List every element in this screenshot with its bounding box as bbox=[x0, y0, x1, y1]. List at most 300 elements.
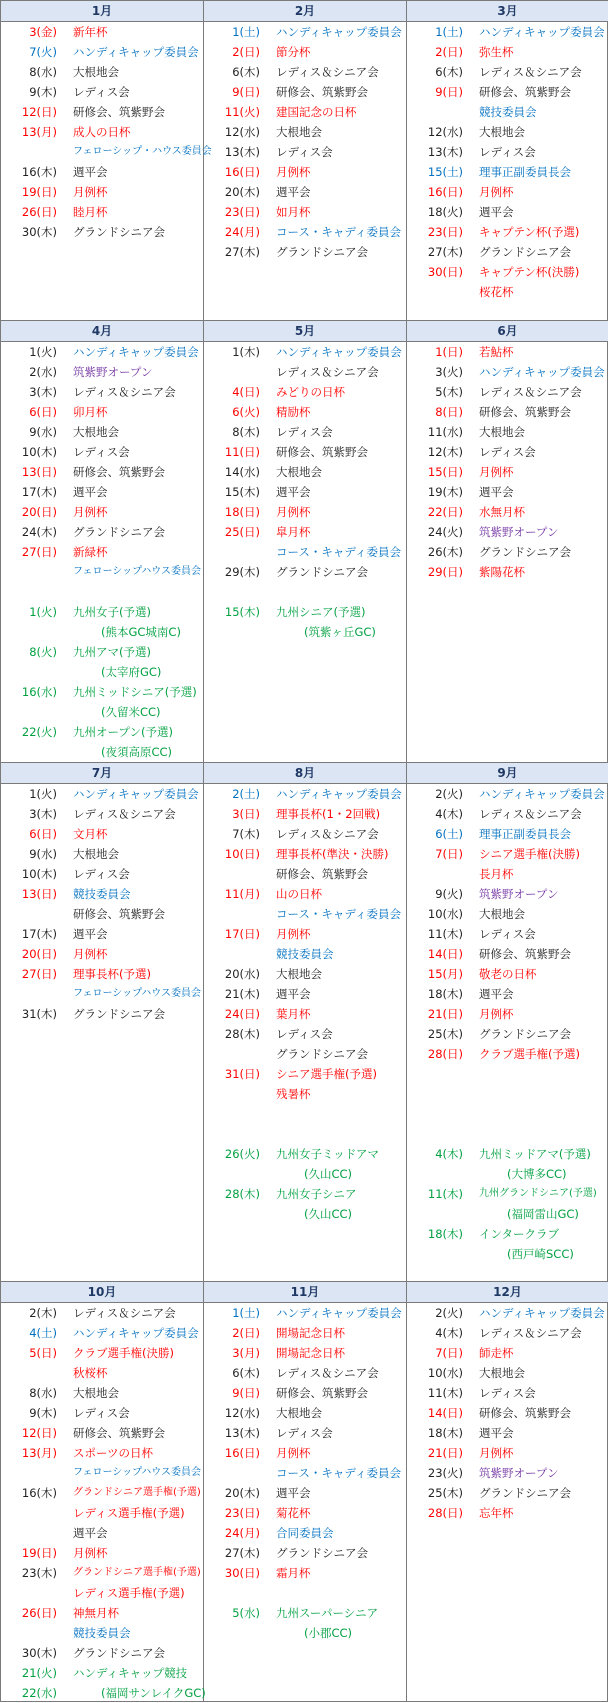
event-date: 3(火) bbox=[435, 365, 463, 379]
event-name: 理事長杯(1・2回戦) bbox=[276, 807, 381, 821]
event-name: (久山CC) bbox=[304, 1207, 353, 1221]
month-header: 8月 bbox=[204, 763, 406, 784]
event-row bbox=[204, 542, 404, 562]
event-name: グランドシニア会 bbox=[479, 545, 571, 559]
event-name: 競技委員会 bbox=[73, 1626, 131, 1640]
event-date: 7(日) bbox=[435, 1346, 463, 1360]
event-row bbox=[1, 1523, 201, 1543]
event-row bbox=[1, 662, 201, 682]
event-date: 18(火) bbox=[427, 205, 463, 219]
event-row bbox=[1, 1323, 201, 1343]
event-row bbox=[204, 162, 404, 182]
event-name: 月例杯 bbox=[73, 185, 108, 199]
event-row bbox=[1, 562, 201, 582]
event-row bbox=[1, 984, 201, 1004]
event-row bbox=[407, 1463, 606, 1483]
event-name: ハンディキャップ委員会 bbox=[479, 365, 605, 379]
event-name: 月例杯 bbox=[73, 1546, 108, 1560]
event-name: 精励杯 bbox=[276, 405, 311, 419]
event-date: 13(月) bbox=[21, 1446, 57, 1460]
event-row bbox=[407, 1084, 606, 1104]
event-row bbox=[204, 1463, 404, 1483]
event-row bbox=[204, 182, 404, 202]
event-name: 月例杯 bbox=[276, 927, 311, 941]
event-date: 5(木) bbox=[435, 385, 463, 399]
event-row bbox=[204, 102, 404, 122]
event-date: 9(日) bbox=[232, 1386, 260, 1400]
event-date: 17(木) bbox=[21, 485, 57, 499]
event-name: レディス会 bbox=[73, 85, 130, 99]
event-name: グランドシニア会 bbox=[73, 525, 165, 539]
event-row bbox=[204, 1523, 404, 1543]
event-date: 10(水) bbox=[427, 907, 463, 921]
event-row bbox=[1, 102, 201, 122]
event-name: レディス会 bbox=[276, 1027, 333, 1041]
event-name: 研修会、筑紫野会 bbox=[73, 1426, 165, 1440]
event-row bbox=[1, 1383, 201, 1403]
event-row bbox=[204, 1543, 404, 1563]
event-name: レディス＆シニア会 bbox=[479, 1326, 582, 1340]
event-name: 研修会、筑紫野会 bbox=[276, 867, 368, 881]
event-row bbox=[407, 142, 606, 162]
event-row bbox=[1, 462, 201, 482]
event-name: 大根地会 bbox=[479, 425, 525, 439]
event-date: 19(日) bbox=[21, 1546, 57, 1560]
event-row bbox=[407, 1064, 606, 1084]
event-date: 18(日) bbox=[224, 505, 260, 519]
event-date: 7(日) bbox=[435, 847, 463, 861]
month-header: 10月 bbox=[1, 1282, 203, 1303]
event-row bbox=[1, 1004, 201, 1024]
event-date: 11(水) bbox=[427, 425, 463, 439]
event-date: 24(火) bbox=[427, 525, 463, 539]
event-row bbox=[204, 804, 404, 824]
event-row bbox=[1, 342, 201, 362]
event-row bbox=[1, 442, 201, 462]
event-row bbox=[407, 542, 606, 562]
event-row bbox=[407, 1323, 606, 1343]
event-date: 2(木) bbox=[29, 1306, 57, 1320]
event-row bbox=[1, 722, 201, 742]
event-date: 2(火) bbox=[435, 1306, 463, 1320]
event-name: レディス＆シニア会 bbox=[479, 65, 582, 79]
event-name: (夜須高原CC) bbox=[101, 745, 173, 759]
event-date: 3(木) bbox=[29, 385, 57, 399]
event-row bbox=[1, 22, 201, 42]
event-name: キャプテン杯(決勝) bbox=[479, 265, 580, 279]
event-row bbox=[204, 1423, 404, 1443]
event-name: 週平会 bbox=[73, 1526, 108, 1540]
event-row bbox=[1, 362, 201, 382]
event-date: 15(日) bbox=[427, 465, 463, 479]
event-row bbox=[1, 804, 201, 824]
event-date: 6(土) bbox=[435, 827, 463, 841]
event-row bbox=[204, 1044, 404, 1064]
event-row bbox=[407, 1503, 606, 1523]
event-date: 24(木) bbox=[21, 525, 57, 539]
event-row bbox=[1, 864, 201, 884]
event-row bbox=[204, 242, 404, 262]
event-date: 1(土) bbox=[232, 25, 260, 39]
event-name: 大根地会 bbox=[479, 907, 525, 921]
event-row bbox=[1, 382, 201, 402]
event-row bbox=[1, 1543, 201, 1563]
event-name: クラブ選手権(決勝) bbox=[73, 1346, 174, 1360]
event-name: 九州女子(予選) bbox=[73, 605, 151, 619]
event-row bbox=[1, 924, 201, 944]
month-header: 12月 bbox=[407, 1282, 608, 1303]
event-name: 敬老の日杯 bbox=[479, 967, 537, 981]
event-row bbox=[204, 142, 404, 162]
event-name: グランドシニア会 bbox=[276, 1546, 368, 1560]
event-row bbox=[204, 1303, 404, 1323]
event-date: 30(日) bbox=[224, 1566, 260, 1580]
event-row bbox=[204, 1563, 404, 1583]
event-date: 11(月) bbox=[224, 887, 260, 901]
event-name: ハンディキャップ委員会 bbox=[276, 345, 402, 359]
event-name: レディス会 bbox=[479, 1386, 536, 1400]
event-name: 月例杯 bbox=[479, 185, 514, 199]
event-date: 17(木) bbox=[21, 927, 57, 941]
event-date: 18(木) bbox=[427, 1227, 463, 1241]
event-name: レディス＆シニア会 bbox=[276, 827, 379, 841]
event-row bbox=[407, 42, 606, 62]
event-name: ハンディキャップ委員会 bbox=[276, 787, 402, 801]
event-date: 6(木) bbox=[435, 65, 463, 79]
event-name: 忘年杯 bbox=[479, 1506, 514, 1520]
event-row bbox=[407, 1443, 606, 1463]
event-name: コース・キャディ委員会 bbox=[276, 907, 402, 921]
event-name: 週平会 bbox=[479, 987, 514, 1001]
event-date: 23(日) bbox=[224, 205, 260, 219]
event-row bbox=[204, 1064, 404, 1084]
event-name: グランドシニア会 bbox=[73, 225, 165, 239]
event-row bbox=[1, 422, 201, 442]
event-name: 週平会 bbox=[276, 185, 311, 199]
event-name: 筑紫野オープン bbox=[73, 365, 153, 379]
event-name: 長月杯 bbox=[479, 867, 514, 881]
event-date: 31(木) bbox=[21, 1007, 57, 1021]
event-row bbox=[1, 1683, 206, 1703]
event-name: レディス会 bbox=[276, 145, 333, 159]
event-name: 研修会、筑紫野会 bbox=[479, 947, 571, 961]
event-name: グランドシニア会 bbox=[276, 1047, 368, 1061]
event-row bbox=[407, 1423, 606, 1443]
event-date: 9(火) bbox=[435, 887, 463, 901]
event-date: 10(水) bbox=[427, 1366, 463, 1380]
event-row bbox=[204, 1623, 404, 1643]
event-name: 霜月杯 bbox=[276, 1566, 311, 1580]
event-name: コース・キャディ委員会 bbox=[276, 225, 402, 239]
event-name: 理事長杯(準決・決勝) bbox=[276, 847, 389, 861]
event-name: グランドシニア会 bbox=[73, 1646, 165, 1660]
event-row bbox=[1, 1503, 201, 1523]
event-row bbox=[1, 162, 201, 182]
event-row bbox=[1, 482, 201, 502]
event-date: 1(火) bbox=[29, 605, 57, 619]
event-row bbox=[407, 1303, 606, 1323]
event-name: 山の日杯 bbox=[276, 887, 322, 901]
event-name: グランドシニア会 bbox=[479, 245, 571, 259]
event-date: 27(木) bbox=[427, 245, 463, 259]
event-name: レディス会 bbox=[73, 445, 130, 459]
event-name: (西戸崎SCC) bbox=[507, 1247, 574, 1261]
event-date: 22(水) bbox=[21, 1686, 57, 1700]
event-row bbox=[1, 402, 201, 422]
event-name: インタークラブ bbox=[479, 1227, 560, 1241]
event-date: 12(日) bbox=[21, 105, 57, 119]
event-name: みどりの日杯 bbox=[276, 385, 345, 399]
event-row bbox=[1, 904, 201, 924]
event-name: レディス会 bbox=[73, 867, 130, 881]
event-date: 4(土) bbox=[29, 1326, 57, 1340]
event-name: 月例杯 bbox=[276, 1446, 311, 1460]
event-name: 月例杯 bbox=[276, 165, 311, 179]
event-date: 9(木) bbox=[29, 85, 57, 99]
event-name: 合同委員会 bbox=[276, 1526, 334, 1540]
event-name: 秋桜杯 bbox=[73, 1366, 108, 1380]
event-name: 研修会、筑紫野会 bbox=[479, 1406, 571, 1420]
event-row bbox=[204, 1084, 404, 1104]
event-row bbox=[204, 924, 404, 944]
event-name: (久山CC) bbox=[304, 1167, 353, 1181]
event-date: 26(日) bbox=[21, 205, 57, 219]
event-name: 弥生杯 bbox=[479, 45, 514, 59]
event-date: 16(木) bbox=[21, 165, 57, 179]
event-name: ハンディキャップ委員会 bbox=[479, 1306, 605, 1320]
event-row bbox=[204, 82, 404, 102]
event-row bbox=[1, 1343, 201, 1363]
event-name: 月例杯 bbox=[73, 947, 108, 961]
event-row bbox=[407, 362, 606, 382]
event-row bbox=[407, 1044, 606, 1064]
event-row bbox=[1, 1483, 201, 1503]
event-name: 週平会 bbox=[479, 1426, 514, 1440]
event-date: 25(木) bbox=[427, 1027, 463, 1041]
event-name: (小郡CC) bbox=[304, 1626, 353, 1640]
event-date: 25(日) bbox=[224, 525, 260, 539]
event-name: レディス＆シニア会 bbox=[276, 1366, 379, 1380]
event-date: 10(木) bbox=[21, 867, 57, 881]
event-row bbox=[204, 202, 404, 222]
event-row bbox=[204, 482, 404, 502]
event-name: レディス会 bbox=[276, 425, 333, 439]
event-date: 24(月) bbox=[224, 225, 260, 239]
month-header: 11月 bbox=[204, 1282, 406, 1303]
event-name: 競技委員会 bbox=[276, 947, 334, 961]
event-name: グランドシニア選手権(予選) bbox=[73, 1567, 201, 1578]
event-row bbox=[204, 382, 404, 402]
event-date: 24(月) bbox=[224, 1526, 260, 1540]
event-row bbox=[204, 1124, 404, 1144]
event-name: 建国記念の日杯 bbox=[276, 105, 357, 119]
event-date: 31(日) bbox=[224, 1067, 260, 1081]
event-name: 睦月杯 bbox=[73, 205, 108, 219]
event-row bbox=[407, 1124, 606, 1144]
event-name: 研修会、筑紫野会 bbox=[479, 405, 571, 419]
event-name: 神無月杯 bbox=[73, 1606, 119, 1620]
event-name: 月例杯 bbox=[479, 1446, 514, 1460]
event-row bbox=[1, 582, 201, 602]
event-date: 24(日) bbox=[224, 1007, 260, 1021]
event-name: 研修会、筑紫野会 bbox=[73, 907, 165, 921]
event-date: 30(木) bbox=[21, 225, 57, 239]
event-date: 1(火) bbox=[29, 787, 57, 801]
event-name: 節分杯 bbox=[276, 45, 311, 59]
event-row bbox=[1, 222, 201, 242]
event-row bbox=[407, 1204, 606, 1224]
event-name: (熊本GC城南C) bbox=[101, 625, 181, 639]
event-date: 9(水) bbox=[29, 425, 57, 439]
event-name: グランドシニア会 bbox=[276, 565, 368, 579]
event-row bbox=[204, 22, 404, 42]
event-date: 6(木) bbox=[232, 1366, 260, 1380]
event-row bbox=[407, 1483, 606, 1503]
event-row bbox=[1, 884, 201, 904]
event-date: 27(木) bbox=[224, 1546, 260, 1560]
event-date: 30(日) bbox=[427, 265, 463, 279]
event-name: レディス＆シニア会 bbox=[479, 807, 582, 821]
event-name: 卯月杯 bbox=[73, 405, 108, 419]
event-date: 23(木) bbox=[21, 1566, 57, 1580]
event-row bbox=[407, 924, 606, 944]
month-header: 5月 bbox=[204, 321, 406, 342]
month-header: 1月 bbox=[1, 1, 203, 22]
event-date: 1(土) bbox=[435, 25, 463, 39]
event-name: フェローシップハウス委員会 bbox=[73, 566, 201, 577]
event-date: 4(木) bbox=[435, 807, 463, 821]
event-row bbox=[1, 742, 201, 762]
event-name: 水無月杯 bbox=[479, 505, 525, 519]
event-name: 九州女子ミッドアマ bbox=[276, 1147, 379, 1161]
event-row bbox=[407, 1004, 606, 1024]
event-name: 九州ミッドアマ(予選) bbox=[479, 1147, 591, 1161]
event-date: 28(木) bbox=[224, 1027, 260, 1041]
event-name: 週平会 bbox=[276, 485, 311, 499]
event-name: 九州スーパーシニア bbox=[276, 1606, 379, 1620]
event-row bbox=[204, 522, 404, 542]
event-date: 6(木) bbox=[232, 65, 260, 79]
event-row bbox=[407, 844, 606, 864]
event-row bbox=[204, 784, 404, 804]
event-name: 週平会 bbox=[73, 485, 108, 499]
event-row bbox=[204, 1164, 404, 1184]
event-name: 大根地会 bbox=[276, 1406, 322, 1420]
event-date: 2(火) bbox=[435, 787, 463, 801]
event-date: 1(火) bbox=[29, 345, 57, 359]
event-name: ハンディキャップ委員会 bbox=[479, 25, 605, 39]
event-name: 師走杯 bbox=[479, 1346, 514, 1360]
event-date: 21(火) bbox=[21, 1666, 57, 1680]
event-row bbox=[1, 502, 201, 522]
event-name: 研修会、筑紫野会 bbox=[73, 105, 165, 119]
event-row bbox=[407, 1024, 606, 1044]
event-date: 23(日) bbox=[427, 225, 463, 239]
event-row bbox=[1, 82, 201, 102]
event-date: 12(木) bbox=[427, 445, 463, 459]
event-name: 研修会、筑紫野会 bbox=[276, 445, 368, 459]
event-row bbox=[1, 1563, 201, 1583]
event-date: 8(火) bbox=[29, 645, 57, 659]
month-header: 3月 bbox=[407, 1, 608, 22]
event-date: 11(火) bbox=[224, 105, 260, 119]
event-name: 週平会 bbox=[479, 205, 514, 219]
event-date: 27(日) bbox=[21, 967, 57, 981]
event-row bbox=[204, 1104, 404, 1124]
event-name: レディス会 bbox=[276, 1426, 333, 1440]
event-row bbox=[204, 362, 404, 382]
event-row bbox=[204, 1144, 404, 1164]
event-name: 九州女子シニア bbox=[276, 1187, 357, 1201]
event-row bbox=[407, 182, 606, 202]
event-date: 16(日) bbox=[427, 185, 463, 199]
event-name: コース・キャディ委員会 bbox=[276, 1466, 402, 1480]
event-name: キャプテン杯(予選) bbox=[479, 225, 580, 239]
event-date: 11(木) bbox=[427, 927, 463, 941]
event-row bbox=[1, 202, 201, 222]
event-name: 週平会 bbox=[276, 1486, 311, 1500]
event-date: 26(木) bbox=[427, 545, 463, 559]
event-date: 27(日) bbox=[21, 545, 57, 559]
event-name: 九州グランドシニア(予選) bbox=[479, 1188, 597, 1199]
event-date: 20(水) bbox=[224, 967, 260, 981]
event-row bbox=[1, 122, 201, 142]
event-name: ハンディキャップ委員会 bbox=[73, 1326, 199, 1340]
event-row bbox=[407, 62, 606, 82]
event-row bbox=[204, 1483, 404, 1503]
month-header: 2月 bbox=[204, 1, 406, 22]
event-row bbox=[407, 824, 606, 844]
event-date: 27(木) bbox=[224, 245, 260, 259]
event-date: 8(水) bbox=[29, 65, 57, 79]
event-row bbox=[204, 1603, 404, 1623]
event-date: 6(日) bbox=[29, 405, 57, 419]
event-row bbox=[1, 182, 201, 202]
event-date: 6(火) bbox=[232, 405, 260, 419]
event-date: 1(木) bbox=[232, 345, 260, 359]
event-date: 14(日) bbox=[427, 1406, 463, 1420]
event-date: 17(日) bbox=[224, 927, 260, 941]
event-name: 理事正副委員長会 bbox=[479, 827, 571, 841]
event-name: 月例杯 bbox=[479, 465, 514, 479]
event-date: 15(木) bbox=[224, 485, 260, 499]
event-name: 皐月杯 bbox=[276, 525, 311, 539]
event-row bbox=[407, 562, 606, 582]
event-row bbox=[407, 202, 606, 222]
month-header: 9月 bbox=[407, 763, 608, 784]
event-row bbox=[204, 582, 404, 602]
event-name: 月例杯 bbox=[479, 1007, 514, 1021]
event-row bbox=[407, 462, 606, 482]
event-row bbox=[204, 1503, 404, 1523]
event-date: 12(水) bbox=[427, 125, 463, 139]
event-row bbox=[204, 602, 404, 622]
event-date: 11(木) bbox=[427, 1187, 463, 1201]
event-date: 14(水) bbox=[224, 465, 260, 479]
event-date: 10(木) bbox=[21, 445, 57, 459]
event-row bbox=[204, 1004, 404, 1024]
month-header: 7月 bbox=[1, 763, 203, 784]
event-name: ハンディキャップ競技 bbox=[73, 1666, 188, 1680]
event-date: 21(日) bbox=[427, 1007, 463, 1021]
event-date: 9(木) bbox=[29, 1406, 57, 1420]
event-date: 22(火) bbox=[21, 725, 57, 739]
event-name: 九州ミッドシニア(予選) bbox=[73, 685, 197, 699]
event-name: 週平会 bbox=[73, 927, 108, 941]
event-name: 紫陽花杯 bbox=[479, 565, 525, 579]
event-row bbox=[407, 984, 606, 1004]
event-row bbox=[407, 1363, 606, 1383]
